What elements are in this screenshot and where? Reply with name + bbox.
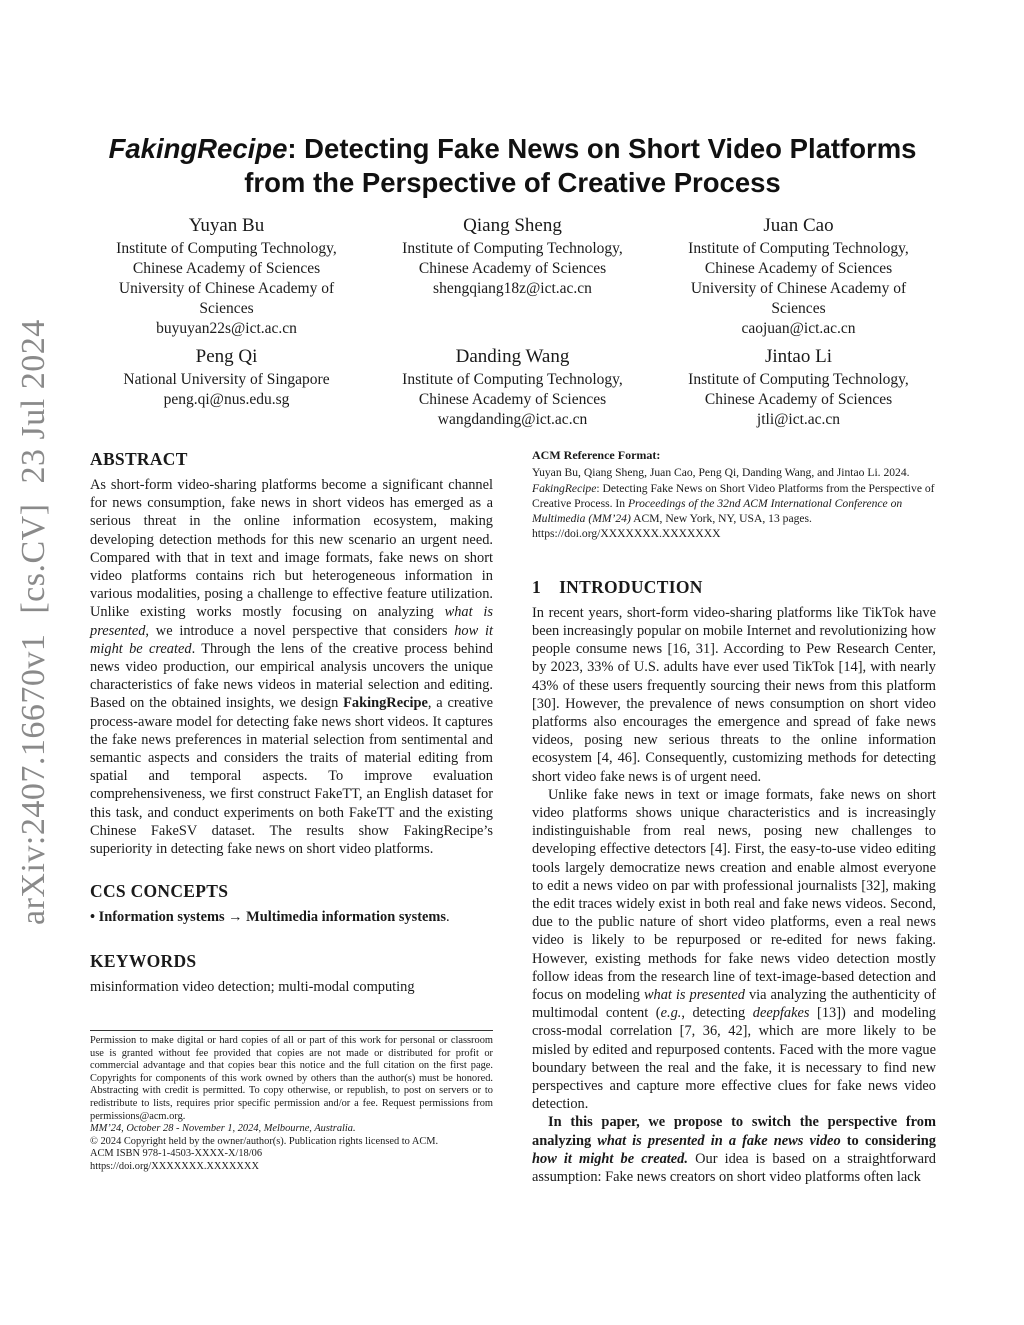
intro-bold: In this paper, we propose to switch the perspective from analyzing [532, 1114, 936, 1149]
author-name: Danding Wang [455, 346, 570, 367]
permission-text: Permission to make digital or hard copies of all or part of this work for personal or classroom use is granted without fee provided that copies are not made or distributed for profit or commercial advantage and that copies bear this notice and the full citation on the first page. Copyrights for components of this work owned by others than the author(s) must be honored. Abstracting with credit is permitted. To copy otherwise, or republish, to post on servers or to redistribute to lists, requires prior specific permission and/or a fee. Request permissions from permissions@acm.org. [90, 1035, 493, 1122]
author-affiliation: Institute of Computing Technology, [688, 371, 909, 388]
author-row-1 [90, 213, 935, 339]
intro-text-part: Unlike fake news in text or image formats, fake news on short video platforms shows unique characteristics and is increasingly indistinguishable from real news, posing new challenges to developing effective detectors [4]. First, the easy-to-use video editing tools largely democratize news creation and enable almost everyone to edit a news video on par with professional journalists [32], making the edit traces widely exist in both real and fake news videos. Second, due to the public nature of short video platforms, even a real news video is likely to be repurposed or re-edited for news faking. However, existing methods for fake news video detection mostly follow ideas from the research line of text-image-based detection and focus on modeling [532, 786, 936, 1004]
left-column [90, 448, 493, 996]
author [662, 344, 935, 430]
ref-text: Yuyan Bu, Qiang Sheng, Juan Cao, Peng Qi, Danding Wang, and Jintao Li. 2024. [532, 466, 910, 480]
author-affiliation: Chinese Academy of Sciences [704, 260, 893, 277]
ref-text: ACM, New York, NY, USA, 13 pages. https://doi.org/XXXXXXX.XXXXXXX [532, 512, 812, 541]
isbn-line: ACM ISBN 978-1-4503-XXXX-X/18/06 [90, 1148, 263, 1160]
author-name: Peng Qi [195, 346, 258, 367]
author-email: jtli@ict.ac.cn [756, 411, 841, 428]
title-line1-rest: : Detecting Fake News on Short Video Platforms [287, 133, 917, 164]
ref-text: : Detecting Fake News on Short Video Platforms from the Perspective of Creative Process. In [532, 481, 935, 510]
intro-paragraph-2 [532, 786, 936, 1114]
intro-bold: to considering [840, 1132, 937, 1149]
abstract-text [90, 476, 493, 858]
author-block [90, 213, 935, 430]
author-name: Yuyan Bu [188, 215, 265, 236]
intro-italic: deepfakes [752, 1005, 810, 1022]
author-affiliation: Sciences [771, 300, 826, 317]
author-email: shengqiang18z@ict.ac.cn [433, 280, 592, 297]
abstract-text-part: As short-form video-sharing platforms become a significant channel for news consumption, fake news in short videos has emerged as a serious threat in the online information ecosystem, making developing detection methods for this new scenario an urgent need. Compared with that in text and image formats, fake news on short video platforms contains rich but heterogeneous information in various modalities, posing a challenge to effective feature utilization. Unlike existing works mostly focusing on analyzing [90, 477, 493, 621]
author-affiliation: National University of Singapore [123, 371, 330, 388]
abstract-heading: ABSTRACT [90, 449, 188, 469]
abstract-italic: how it might be created [90, 622, 493, 657]
intro-bold-italic: what is presented in a fake news video [597, 1132, 841, 1149]
introduction-heading [532, 576, 936, 598]
intro-italic: e.g. [660, 1005, 682, 1022]
author-name: Jintao Li [764, 346, 833, 367]
ref-format-heading: ACM Reference Format: [532, 448, 661, 462]
acm-reference-format [532, 448, 936, 542]
abstract-italic: what is presented [90, 604, 493, 639]
section-title: INTRODUCTION [559, 576, 703, 597]
author-email: caojuan@ict.ac.cn [741, 320, 856, 337]
author-email: buyuyan22s@ict.ac.cn [156, 320, 297, 337]
arxiv-id: arXiv:2407.16670v1 [15, 633, 52, 925]
author-affiliation: Institute of Computing Technology, [116, 240, 337, 257]
author [662, 213, 935, 339]
keywords-text: misinformation video detection; multi-modal computing [90, 979, 415, 996]
paper-title [90, 132, 935, 200]
title-line2: from the Perspective of Creative Process [244, 167, 781, 198]
ref-italic: Proceedings of the 32nd ACM International Conference on Multimedia (MM’24) [532, 496, 903, 526]
author-affiliation: Institute of Computing Technology, [402, 240, 623, 257]
arxiv-stamp [12, 319, 56, 925]
ccs-concepts [90, 908, 493, 926]
ccs-end: . [446, 909, 450, 926]
author-affiliation: Chinese Academy of Sciences [418, 260, 607, 277]
author-affiliation: Chinese Academy of Sciences [132, 260, 321, 277]
author-affiliation: Chinese Academy of Sciences [704, 391, 893, 408]
conference-text: MM’24, October 28 - November 1, 2024, Melbourne, Australia. [90, 1123, 356, 1135]
intro-text-part: [13]) and modeling cross-modal correlation [7, 36, 42], which are more likely to be misled by edited and repurposed contents. Faced with the more vague boundary between the real and the fake, it is necessary to find new perspectives and capture more effective clues for fake news video detection. [532, 1005, 936, 1113]
copyright-line: © 2024 Copyright held by the owner/author(s). Publication rights licensed to ACM. [90, 1135, 439, 1147]
intro-paragraph-3 [532, 1113, 936, 1186]
ref-italic: FakingRecipe [532, 481, 597, 495]
author-name: Qiang Sheng [463, 215, 562, 236]
ccs-heading: CCS CONCEPTS [90, 881, 229, 902]
author-affiliation: Chinese Academy of Sciences [418, 391, 607, 408]
author-affiliation: Sciences [199, 300, 254, 317]
author-affiliation: University of Chinese Academy of [690, 280, 907, 297]
intro-text-part: , detecting [681, 1005, 753, 1022]
arxiv-category: [cs.CV] [15, 503, 52, 614]
title-italic: FakingRecipe [108, 133, 288, 164]
author-affiliation: University of Chinese Academy of [118, 280, 335, 297]
intro-text-part: via analyzing the authenticity of multimodal content ( [532, 987, 936, 1022]
author [90, 213, 363, 339]
intro-paragraph-1: In recent years, short-form video-sharing platforms like TikTok have been increasingly popular on mobile Internet and revolutionizing how people consume news [16, 31]. According to Pew Research Center, by 2023, 33% of U.S. adults have ever used TikTok [14], with nearly 43% of these users frequently sourcing their news from this platform [30]. However, the prevalence of news consumption on short video platforms also encourages the emergence and spread of fake news videos, posing new serious threats to the online information ecosystem [4, 46]. Consequently, customizing methods for detecting short video fake news is of urgent need. [532, 604, 936, 785]
arxiv-date: 23 Jul 2024 [15, 319, 52, 484]
author-email: wangdanding@ict.ac.cn [437, 411, 588, 428]
author [376, 213, 649, 339]
permission-footnote [90, 1030, 493, 1174]
intro-bold-italic: how it might be created. [532, 1150, 688, 1167]
abstract-text-part: , a creative process-aware model for detecting fake news short videos. It captures the fake news preferences in material selection from sentimental and semantic aspects and considers the traits of material editing from spatial and temporal aspects. To improve evaluation comprehensiveness, we first construct FakeTT, an English dataset for this task, and conduct experiments on both FakeTT and the existing Chinese FakeSV dataset. The results show FakingRecipe’s superiority in detecting fake news on short video platforms. [90, 695, 493, 858]
section-number: 1 [532, 576, 542, 597]
intro-italic: what is presented [643, 987, 745, 1004]
abstract-text-part: . Through the lens of the creative process behind news video production, our empirical analysis uncovers the unique characteristics of fake news videos in material selection and editing. Based on the obtained insights, we design [90, 640, 493, 712]
author [90, 344, 363, 430]
author-row-2 [90, 344, 935, 430]
intro-text-part: Our idea is based on a straightforward assumption: Fake news creators on short video platforms often lack [532, 1150, 936, 1186]
ccs-text: • Information systems → Multimedia information systems [90, 909, 446, 926]
author-email: peng.qi@nus.edu.sg [163, 391, 290, 408]
author [376, 344, 649, 430]
right-column [532, 448, 936, 1186]
doi-line: https://doi.org/XXXXXXX.XXXXXXX [90, 1160, 259, 1172]
author-affiliation: Institute of Computing Technology, [688, 240, 909, 257]
author-name: Juan Cao [763, 215, 834, 236]
keywords-heading: KEYWORDS [90, 951, 197, 972]
author-affiliation: Institute of Computing Technology, [402, 371, 623, 388]
conference-line [90, 1123, 493, 1136]
abstract-bold: FakingRecipe [343, 695, 428, 712]
abstract-text-part: , we introduce a novel perspective that considers [145, 622, 455, 639]
